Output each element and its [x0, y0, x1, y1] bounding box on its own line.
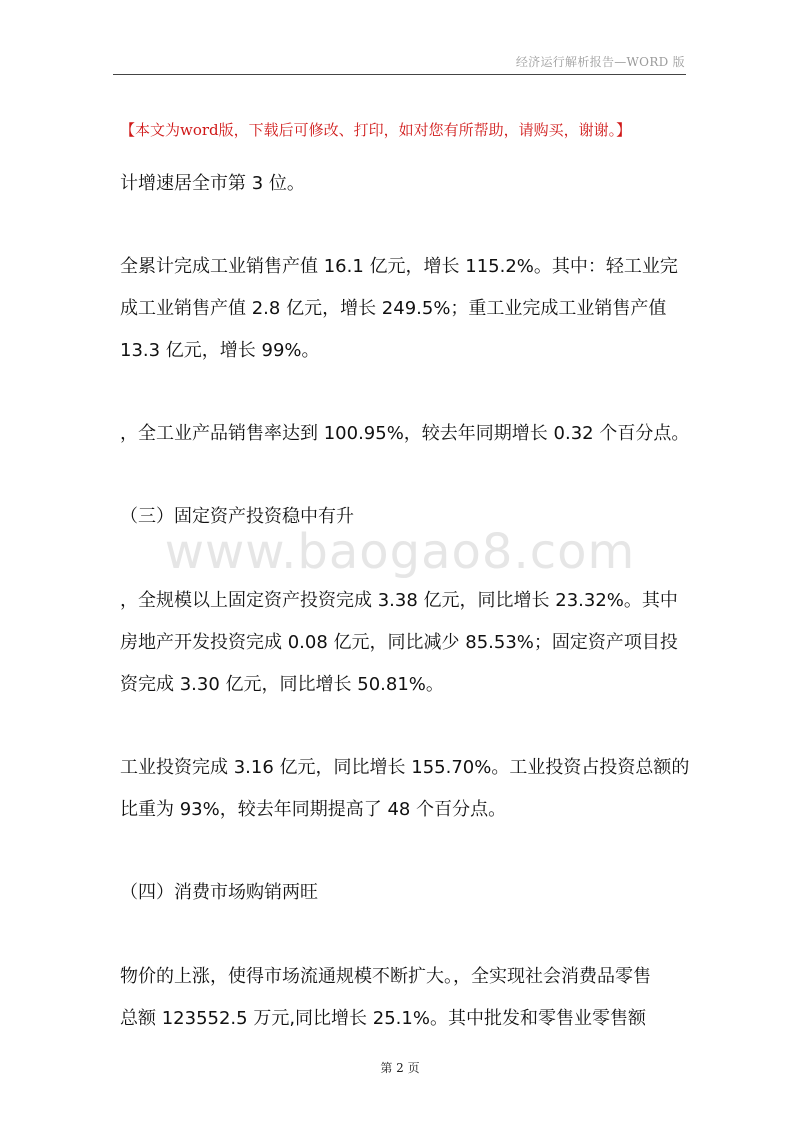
paragraph-line: 物价的上涨，使得市场流通规模不断扩大。，全实现社会消费品零售: [120, 966, 651, 987]
watermark: www.baogao8.com: [164, 524, 636, 580]
paragraph-line: 总额 123552.5 万元,同比增长 25.1%。其中批发和零售业零售额: [120, 1008, 646, 1029]
section-heading: （三）固定资产投资稳中有升: [120, 506, 354, 527]
section-heading: （四）消费市场购销两旺: [120, 882, 318, 903]
paragraph-line: 13.3 亿元，增长 99%。: [120, 340, 320, 361]
paragraph-line: ，全规模以上固定资产投资完成 3.38 亿元，同比增长 23.32%。其中: [120, 590, 678, 611]
paragraph-line: 计增速居全市第 3 位。: [120, 173, 305, 194]
paragraph-line: 比重为 93%，较去年同期提高了 48 个百分点。: [120, 799, 507, 820]
paragraph-line: 成工业销售产值 2.8 亿元，增长 249.5%；重工业完成工业销售产值: [120, 298, 667, 319]
purchase-notice: 【本文为word版，下载后可修改、打印，如对您有所帮助，请购买，谢谢。】: [120, 121, 632, 139]
paragraph-line: 工业投资完成 3.16 亿元，同比增长 155.70%。工业投资占投资总额的: [120, 757, 690, 778]
page-number: 第 2 页: [380, 1061, 420, 1075]
paragraph-line: 全累计完成工业销售产值 16.1 亿元，增长 115.2%。其中：轻工业完: [120, 256, 678, 277]
running-header: 经济运行解析报告—WORD 版: [515, 55, 685, 69]
paragraph-line: 房地产开发投资完成 0.08 亿元，同比减少 85.53%；固定资产项目投: [120, 632, 678, 653]
paragraph-line: 资完成 3.30 亿元，同比增长 50.81%。: [120, 674, 444, 695]
header-rule: [113, 74, 686, 75]
paragraph-line: ，全工业产品销售率达到 100.95%，较去年同期增长 0.32 个百分点。: [120, 423, 690, 444]
